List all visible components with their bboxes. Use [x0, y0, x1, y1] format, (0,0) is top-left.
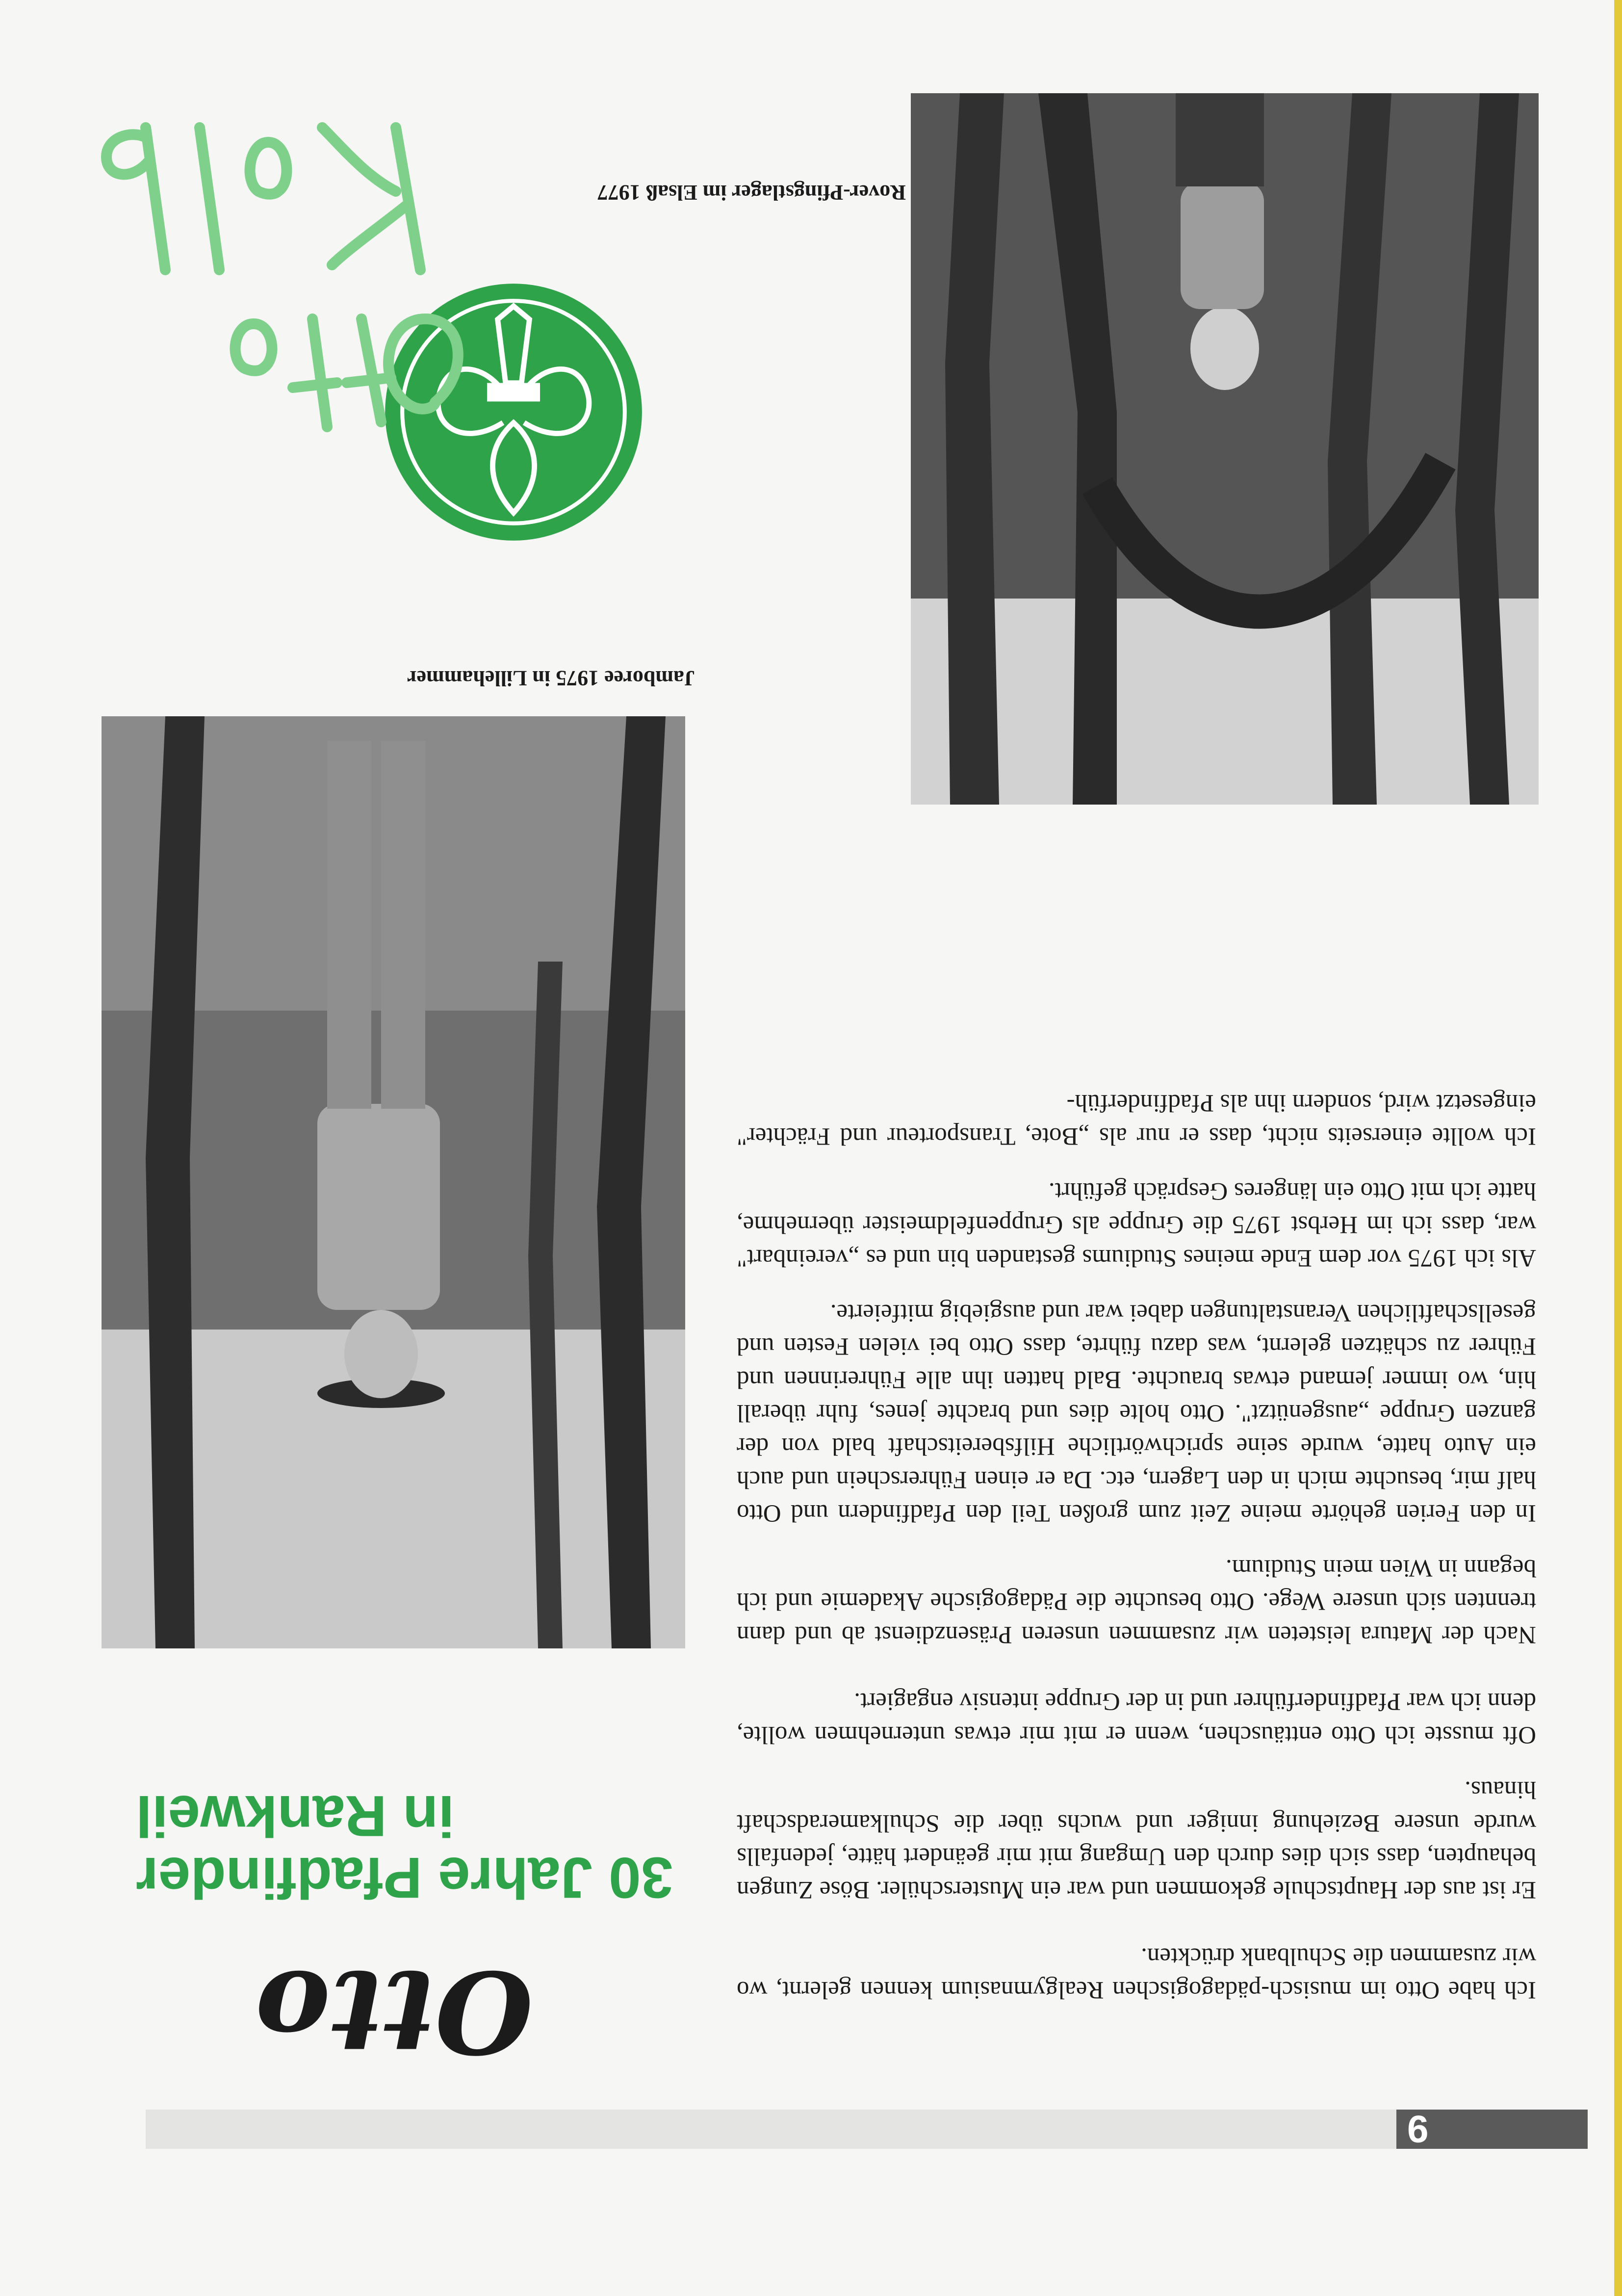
paragraph: Er ist aus der Hauptschule gekommen und war ein Musterschüler. Böse Zungen behaupten, dass sich dies durch den Umgang mit mir geändert hätte, jedenfalls wurde unsere Beziehung inniger und wuchs über die Schulkameradschaft hinaus. — [737, 1776, 1536, 1904]
paragraph: Als ich 1975 vor dem Ende meines Studiums gestanden bin und es „vereinbart" war, dass ich im Herbst 1975 die Gruppe als Gruppenfeldmeister übernehme, hatte ich mit Otto ein längeres Gespräch geführt. — [737, 1177, 1536, 1272]
signature-image — [67, 88, 509, 481]
rover-photo — [911, 93, 1539, 805]
paragraph: Ich wollte einerseits nicht, dass er nur als „Bote, Transporteur und Frächter" eingesetzt wird, sondern ihn als Pfadfinderfüh- — [737, 1089, 1536, 1150]
paragraph: In den Ferien gehörte meine Zeit zum großen Teil den Pfadfindern und Otto half mir, besuchte mich in den Lagern, etc. Da er einen Führerschein und auch ein Auto hatte, wurde seine sprichwörtliche Hilfsbereitschaft bald von der ganzen Gruppe „ausgenützt". Otto holte dies und brachte jenes, fuhr überall hin, wo immer jemand etwas brauchte. Bald hatten ihn alle Führerinnen und Führer zu schätzen gelernt, was dazu führte, dass Otto bei vielen Festen und gesellschaftlichen Veranstaltungen dabei war und ausgiebig mitfeierte. — [737, 1299, 1536, 1527]
page-edge-strip — [1614, 0, 1622, 2296]
paragraph: Oft musste ich Otto enttäuschen, wenn er mit mir etwas unternehmen wollte, denn ich war Pfadfinderführer und in der Gruppe intensiv engagiert. — [737, 1688, 1536, 1748]
jamboree-photo-image — [102, 716, 685, 1648]
title-subtitle — [136, 1785, 675, 1908]
header-bar — [146, 2110, 1588, 2149]
title-subtitle-line2: in Rankweil — [136, 1783, 455, 1848]
title-script: Otto — [255, 1945, 533, 2078]
signature — [67, 88, 509, 481]
jamboree-caption: Jamboree 1975 in Lillehammer — [407, 666, 695, 690]
paragraph: Ich habe Otto im musisch-pädagogischen Realgymnasium kennen gelernt, wo wir zusammen die Schulbank drückten. — [737, 1943, 1536, 2004]
article-body — [737, 1053, 1536, 2007]
title-subtitle-line1: 30 Jahre Pfadfinder — [136, 1845, 673, 1910]
jamboree-photo — [102, 716, 685, 1648]
rover-photo-image — [911, 93, 1539, 805]
page-number: 9 — [1396, 2110, 1588, 2149]
paragraph: Nach der Matura leisteten wir zusammen unseren Präsenzdienst ab und dann trennten sich unsere Wege. Otto besuchte die Pädagogische Akademie und ich begann in Wien mein Studium. — [737, 1554, 1536, 1648]
rover-caption: Rover-Pfingstlager im Elsaß 1977 — [597, 181, 906, 205]
